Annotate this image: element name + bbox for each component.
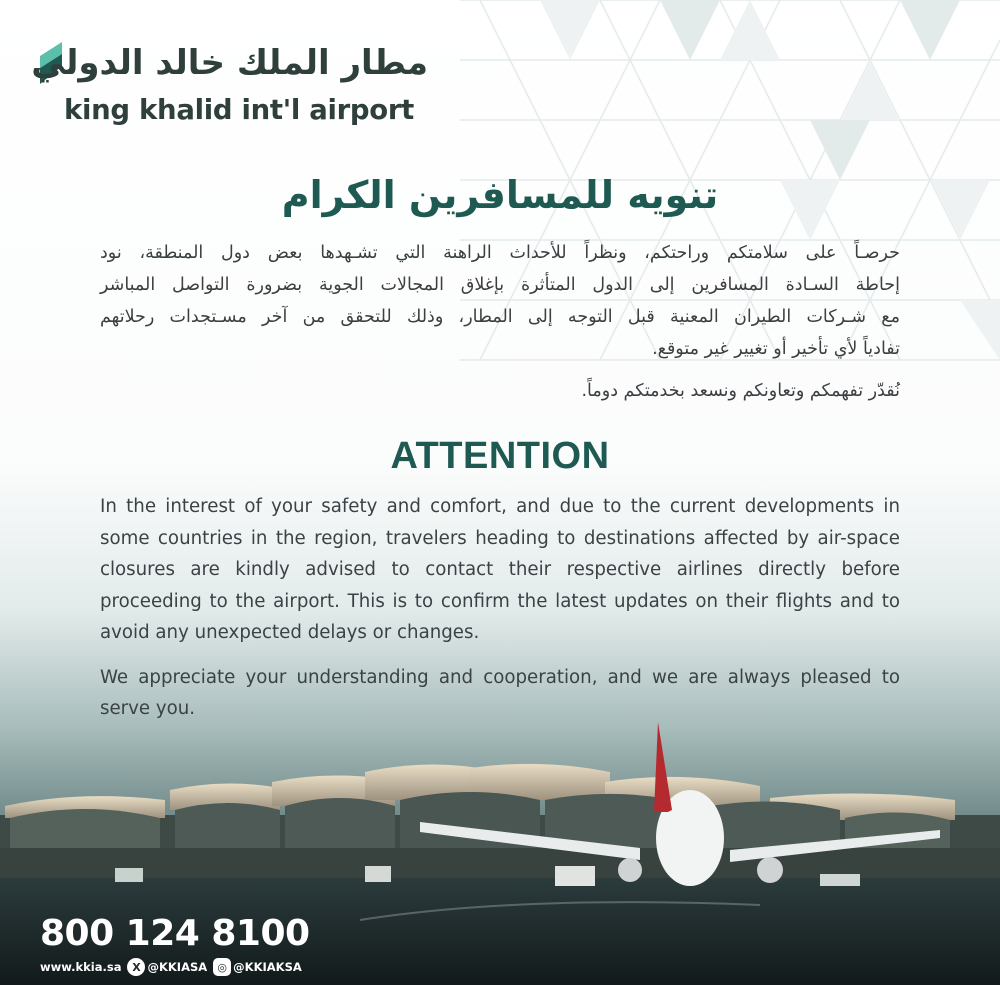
arabic-body-line: حرصـاً على سلامتكم وراحتكم، ونظراً للأحداث الراهنة التي تشـهدها بعض دول المنطقة، نود bbox=[100, 243, 900, 263]
instagram-icon[interactable]: ◎ bbox=[213, 958, 231, 976]
x-logo-icon[interactable]: X bbox=[127, 958, 145, 976]
arabic-closing: نُقدّر تفهمكم وتعاونكم ونسعد بخدمتكم دوماً. bbox=[581, 381, 900, 401]
english-body bbox=[100, 491, 900, 738]
phone-number[interactable]: 800 124 8100 bbox=[40, 913, 310, 954]
instagram-handle-link[interactable]: @KKIAKSA bbox=[233, 960, 302, 974]
english-heading: ATTENTION bbox=[390, 435, 610, 477]
english-paragraph: In the interest of your safety and comfort, and due to the current developments in some countries in the region, travelers heading to destinations affected by air-space closures are kindly advised to contact their respective airlines directly before proceeding to the airport. This is to confirm the latest updates on their flights and to avoid any unexpected delays or changes. bbox=[100, 496, 900, 643]
english-paragraph: We appreciate your understanding and cooperation, and we are always pleased to serve you. bbox=[100, 666, 900, 719]
x-handle-link[interactable]: @KKIASA bbox=[147, 960, 208, 974]
logo-english-name: king khalid int'l airport bbox=[64, 94, 414, 126]
website-link[interactable]: www.kkia.sa bbox=[40, 960, 122, 974]
social-links bbox=[40, 958, 302, 976]
arabic-body-line: تفادياً لأي تأخير أو تغيير غير متوقع. bbox=[652, 339, 900, 359]
arabic-body-line: إحاطة السـادة المسافرين إلى الدول المتأثرة بإغلاق المجالات الجوية بضرورة التواصل المباشر bbox=[100, 275, 900, 295]
logo-arabic-name: مطار الملك خالد الدولي bbox=[31, 43, 428, 83]
arabic-body-line: مع شـركات الطيران المعنية قبل التوجه إلى المطار، وذلك للتحقق من آخر مسـتجدات رحلاتهم bbox=[100, 307, 900, 327]
arabic-heading: تنويه للمسافرين الكرام bbox=[281, 173, 719, 217]
